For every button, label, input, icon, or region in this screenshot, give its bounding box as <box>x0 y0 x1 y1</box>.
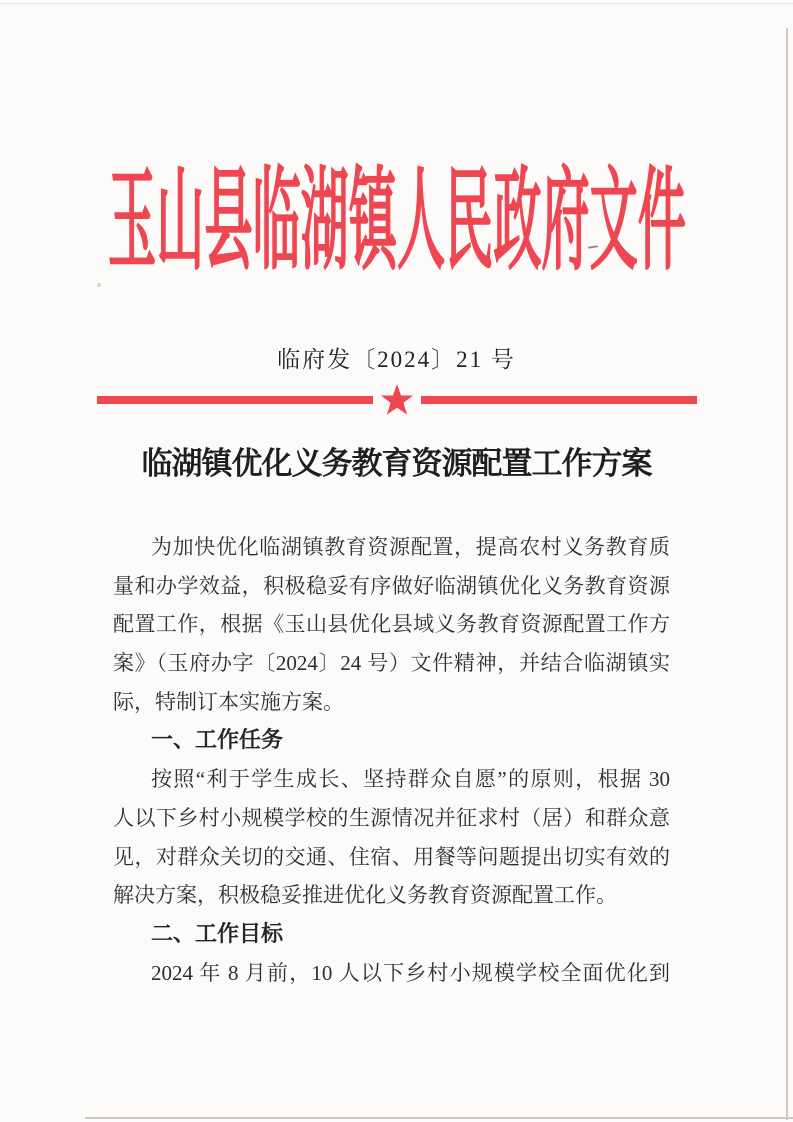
body-line: 2024 年 8 月前，10 人以下乡村小规模学校全面优化到 <box>151 960 670 985</box>
body-line: 按照“利于学生成长、坚持群众自愿”的原则，根据 30 <box>151 767 670 792</box>
red-star-icon <box>380 384 414 416</box>
red-divider <box>97 383 697 417</box>
body-line: 际，特制订本实施方案。 <box>113 689 344 714</box>
document-body <box>113 528 670 992</box>
org-name-text: 玉山县临湖镇人民政府文件 <box>107 160 686 284</box>
document-number: 临府发〔2024〕21 号 <box>277 347 516 372</box>
body-line: 为加快优化临湖镇教育资源配置，提高农村义务教育质 <box>151 535 670 559</box>
scan-edge-top <box>0 3 793 4</box>
section-heading: 二、工作目标 <box>151 920 284 946</box>
body-line: 配置工作，根据《玉山县优化县域义务教育资源配置工作方 <box>113 612 670 637</box>
body-line: 案》（玉府办字〔2024〕24 号）文件精神，并结合临湖镇实 <box>113 651 670 676</box>
scan-speck <box>97 283 101 287</box>
divider-line-right <box>421 396 697 404</box>
document-title: 临湖镇优化义务教育资源配置工作方案 <box>141 446 652 481</box>
body-line: 见，对群众关切的交通、住宿、用餐等问题提出切实有效的 <box>113 844 670 869</box>
scan-edge-bottom <box>85 1117 793 1119</box>
section-heading: 一、工作任务 <box>151 727 284 753</box>
body-line: 解决方案，积极稳妥推进优化义务教育资源配置工作。 <box>113 883 617 908</box>
scan-speck <box>588 245 598 248</box>
divider-line-left <box>97 396 373 404</box>
body-line: 人以下乡村小规模学校的生源情况并征求村（居）和群众意 <box>113 805 670 830</box>
body-line: 量和办学效益，积极稳妥有序做好临湖镇优化义务教育资源 <box>113 573 670 598</box>
red-letterhead <box>0 158 793 287</box>
scan-edge-right <box>786 28 788 1120</box>
